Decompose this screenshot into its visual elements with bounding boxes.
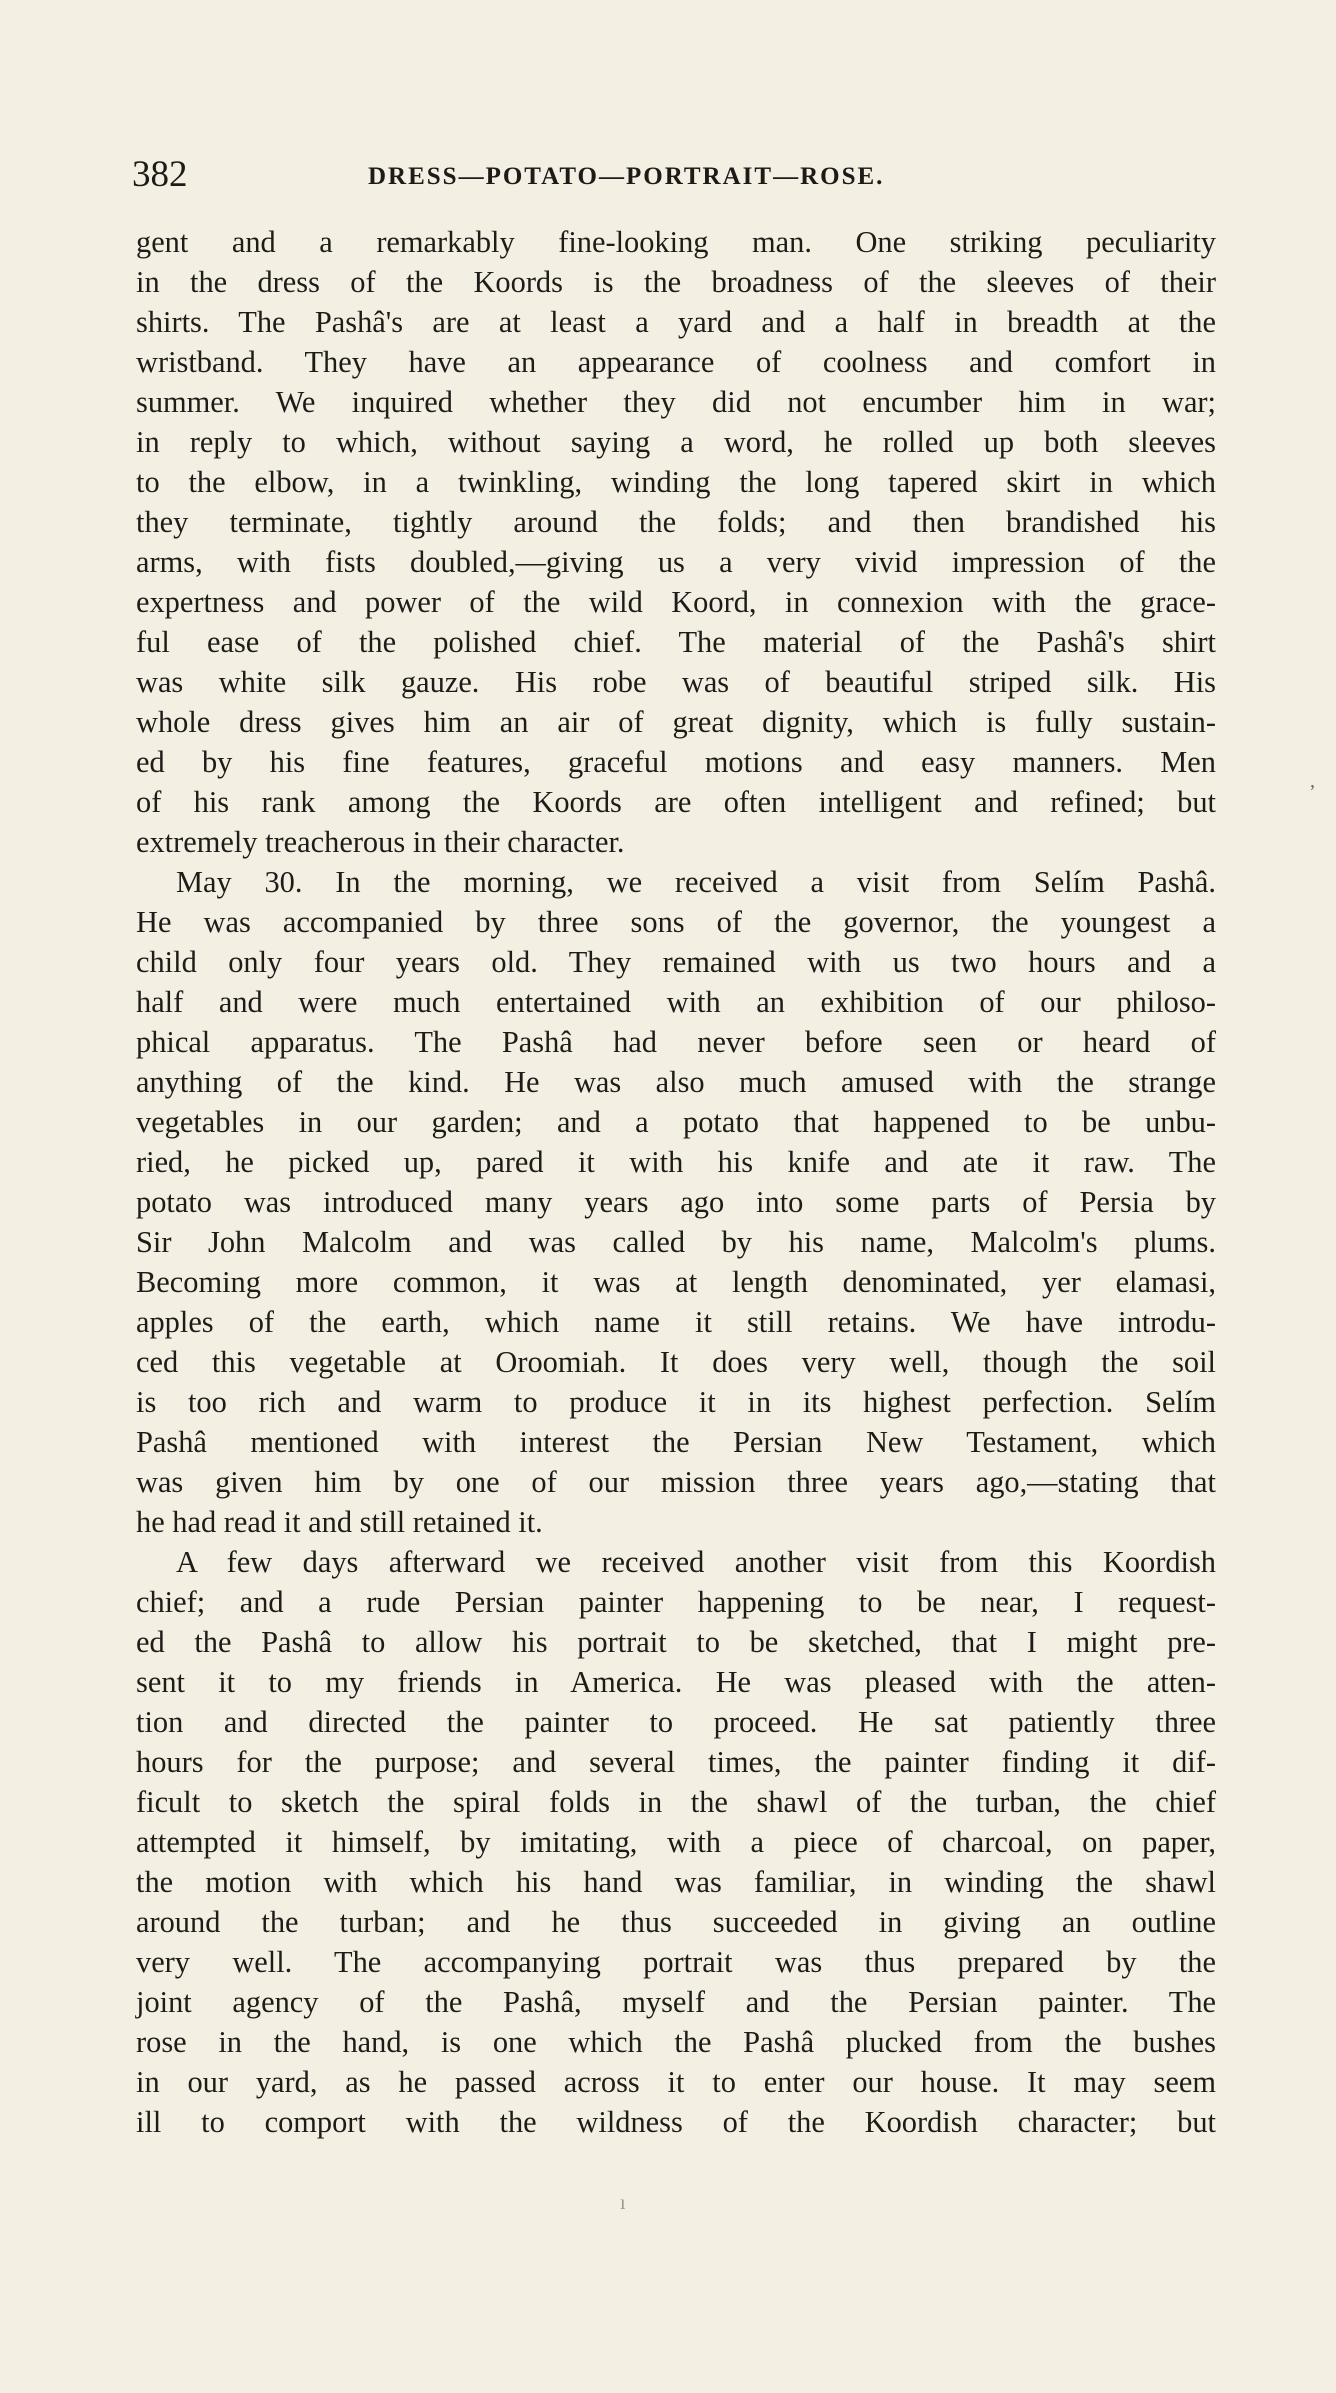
- text-line: was given him by one of our mission three years ago,—stating that: [136, 1465, 1216, 1499]
- text-line: rose in the hand, is one which the Pashâ plucked from the bushes: [136, 2025, 1216, 2059]
- text-line: in reply to which, without saying a word, he rolled up both sleeves: [136, 425, 1216, 459]
- text-line: ced this vegetable at Oroomiah. It does very well, though the soil: [136, 1345, 1216, 1379]
- text-line: they terminate, tightly around the folds; and then brandished his: [136, 505, 1216, 539]
- text-line: ed the Pashâ to allow his portrait to be sketched, that I might pre-: [136, 1625, 1216, 1659]
- text-line: chief; and a rude Persian painter happening to be near, I request-: [136, 1585, 1216, 1619]
- text-line: arms, with fists doubled,—giving us a very vivid impression of the: [136, 545, 1216, 579]
- page-header: [132, 150, 1212, 200]
- text-line: expertness and power of the wild Koord, in connexion with the grace-: [136, 585, 1216, 619]
- text-line: ried, he picked up, pared it with his knife and ate it raw. The: [136, 1145, 1216, 1179]
- text-line: half and were much entertained with an exhibition of our philoso-: [136, 985, 1216, 1019]
- text-line: around the turban; and he thus succeeded in giving an outline: [136, 1905, 1216, 1939]
- text-line: was white silk gauze. His robe was of beautiful striped silk. His: [136, 665, 1216, 699]
- text-line: anything of the kind. He was also much amused with the strange: [136, 1065, 1216, 1099]
- page-number: 382: [132, 154, 188, 195]
- text-line: ficult to sketch the spiral folds in the shawl of the turban, the chief: [136, 1785, 1216, 1819]
- text-line: to the elbow, in a twinkling, winding the long tapered skirt in which: [136, 465, 1216, 499]
- margin-mark: ,: [1310, 770, 1315, 792]
- text-line: Pashâ mentioned with interest the Persian New Testament, which: [136, 1425, 1216, 1459]
- text-line: hours for the purpose; and several times, the painter finding it dif-: [136, 1745, 1216, 1779]
- text-line: he had read it and still retained it.: [136, 1505, 543, 1539]
- text-line: He was accompanied by three sons of the governor, the youngest a: [136, 905, 1216, 939]
- text-line: Sir John Malcolm and was called by his name, Malcolm's plums.: [136, 1225, 1216, 1259]
- text-line: in the dress of the Koords is the broadness of the sleeves of their: [136, 265, 1216, 299]
- text-line: joint agency of the Pashâ, myself and the Persian painter. The: [136, 1985, 1216, 2019]
- text-line: May 30. In the morning, we received a visit from Selím Pashâ.: [176, 865, 1216, 899]
- text-line: in our yard, as he passed across it to enter our house. It may seem: [136, 2065, 1216, 2099]
- text-line: ed by his fine features, graceful motions and easy manners. Men: [136, 745, 1216, 779]
- text-line: ful ease of the polished chief. The material of the Pashâ's shirt: [136, 625, 1216, 659]
- text-line: whole dress gives him an air of great dignity, which is fully sustain-: [136, 705, 1216, 739]
- text-line: sent it to my friends in America. He was pleased with the atten-: [136, 1665, 1216, 1699]
- text-line: tion and directed the painter to proceed. He sat patiently three: [136, 1705, 1216, 1739]
- text-line: potato was introduced many years ago into some parts of Persia by: [136, 1185, 1216, 1219]
- text-line: extremely treacherous in their character.: [136, 825, 625, 859]
- text-line: very well. The accompanying portrait was thus prepared by the: [136, 1945, 1216, 1979]
- body-text: [136, 222, 1216, 2142]
- text-line: gent and a remarkably fine-looking man. One striking peculiarity: [136, 225, 1216, 259]
- text-line: A few days afterward we received another visit from this Koordish: [176, 1545, 1216, 1579]
- text-line: phical apparatus. The Pashâ had never before seen or heard of: [136, 1025, 1216, 1059]
- text-line: Becoming more common, it was at length denominated, yer elamasi,: [136, 1265, 1216, 1299]
- text-line: child only four years old. They remained with us two hours and a: [136, 945, 1216, 979]
- text-line: of his rank among the Koords are often intelligent and refined; but: [136, 785, 1216, 819]
- text-line: wristband. They have an appearance of coolness and comfort in: [136, 345, 1216, 379]
- footer-mark: ı: [620, 2192, 626, 2214]
- text-line: apples of the earth, which name it still retains. We have introdu-: [136, 1305, 1216, 1339]
- text-line: summer. We inquired whether they did not encumber him in war;: [136, 385, 1216, 419]
- running-head: DRESS—POTATO—PORTRAIT—ROSE.: [368, 163, 885, 190]
- text-line: the motion with which his hand was familiar, in winding the shawl: [136, 1865, 1216, 1899]
- text-line: ill to comport with the wildness of the Koordish character; but: [136, 2105, 1216, 2139]
- text-line: attempted it himself, by imitating, with a piece of charcoal, on paper,: [136, 1825, 1216, 1859]
- text-line: is too rich and warm to produce it in its highest perfection. Selím: [136, 1385, 1216, 1419]
- text-line: shirts. The Pashâ's are at least a yard and a half in breadth at the: [136, 305, 1216, 339]
- text-line: vegetables in our garden; and a potato that happened to be unbu-: [136, 1105, 1216, 1139]
